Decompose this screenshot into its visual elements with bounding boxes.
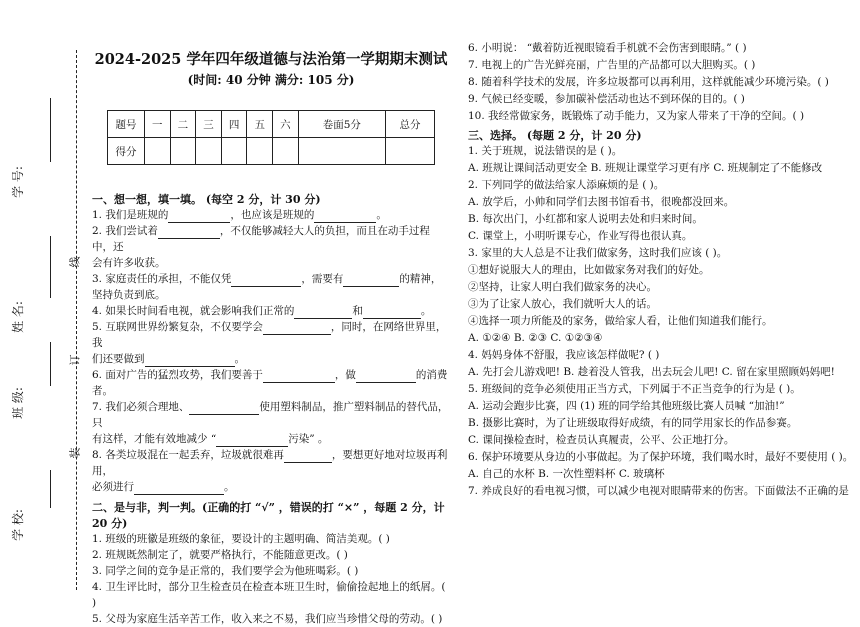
- choice-option: A. 放学后，小帅和同学们去图书馆看书，很晚都没回来。: [468, 196, 735, 208]
- score-cell[interactable]: [145, 138, 171, 165]
- choice-line: 7. 养成良好的看电视习惯，可以减少电视对眼睛带来的伤害。下面做法不正确的是: [468, 485, 849, 497]
- answer-blank[interactable]: [356, 370, 416, 383]
- question-1-5: 5. 互联网世界纷繁复杂，不仅要学会 ，同时，在网络世界里，我: [92, 321, 447, 349]
- judge-question-8: 8. 随着科学技术的发展，许多垃圾都可以再利用，这样就能减少环境污染。( ): [468, 76, 829, 88]
- choice-line: 5. 班级间的竞争必须使用正当方式，下列属于不正当竞争的行为是 ( )。: [468, 383, 801, 395]
- choice-line: 1. 关于班规，说法错误的是 ( )。: [468, 145, 623, 157]
- choice-option: B. 摄影比赛时，为了让班级取得好成绩，有的同学用家长的作品参赛。: [468, 417, 798, 429]
- exam-title: 2024-2025 学年四年级道德与法治第一学期期末测试: [94, 51, 448, 68]
- question-1-8-cont: 必须进行 。: [92, 481, 235, 493]
- section2-heading: 二、是与非，判一判。(正确的打 “√” ，错误的打 “×” ，每题 2 分，计 20 分): [92, 501, 445, 530]
- score-cell[interactable]: [221, 138, 247, 165]
- score-col-total: 总分: [385, 111, 434, 138]
- answer-blank[interactable]: [343, 274, 399, 287]
- binding-dashed-line: [76, 50, 77, 590]
- judge-question-5: 5. 父母为家庭生活辛苦工作，收入来之不易，我们应当珍惜父母的劳动。( ): [92, 613, 443, 625]
- school-blank[interactable]: [50, 470, 51, 508]
- score-col-4: 四: [221, 111, 247, 138]
- choice-line: 2. 下列同学的做法给家人添麻烦的是 ( )。: [468, 179, 665, 191]
- score-cell[interactable]: [247, 138, 273, 165]
- score-col-neatness: 卷面5分: [298, 111, 385, 138]
- judge-question-9: 9. 气候已经变暖，参加碳补偿活动也达不到环保的目的。( ): [468, 93, 745, 105]
- number-blank[interactable]: [50, 98, 51, 162]
- answer-blank[interactable]: [363, 306, 421, 319]
- name-blank[interactable]: [50, 236, 51, 298]
- judge-question-3: 3. 同学之间的竞争是正常的，我们要学会为他班喝彩。( ): [92, 565, 359, 577]
- answer-blank[interactable]: [231, 274, 301, 287]
- name-label: 姓 名:: [10, 301, 25, 333]
- section1-heading: 一、想一想，填一填。 (每空 2 分，计 30 分): [92, 193, 321, 206]
- question-1-1: 1. 我们是班规的 ，也应该是班规的 。: [92, 209, 387, 221]
- answer-blank[interactable]: [284, 450, 332, 463]
- exam-subtitle: (时间: 40 分钟 满分: 105 分): [187, 73, 355, 87]
- answer-blank[interactable]: [189, 402, 259, 415]
- right-column: [468, 40, 854, 500]
- score-value-row: [108, 138, 435, 165]
- choice-statement: ②坚持，让家人明白我们做家务的决心。: [468, 281, 657, 293]
- choice-options: A. 先打会儿游戏吧! B. 趁着没人管我，出去玩会儿吧! C. 留在家里照顾妈妈吧!: [468, 366, 835, 378]
- class-label: 班 级:: [10, 387, 25, 419]
- number-label: 学 号:: [10, 166, 25, 198]
- choice-options: A. 自己的水杯 B. 一次性塑料杯 C. 玻璃杯: [468, 468, 665, 480]
- score-col-1: 一: [145, 111, 171, 138]
- choice-options: A. ①②④ B. ②③ C. ①②③④: [468, 332, 603, 344]
- score-rowhead-score: 得分: [108, 138, 145, 165]
- left-column: [92, 40, 450, 627]
- school-label: 学 校:: [10, 509, 25, 541]
- score-col-3: 三: [196, 111, 222, 138]
- score-cell[interactable]: [385, 138, 434, 165]
- judge-question-6: 6. 小明说： “戴着防近视眼镜看手机就不会伤害到眼睛。” ( ): [468, 42, 747, 54]
- answer-blank[interactable]: [145, 354, 235, 367]
- judge-question-4: 4. 卫生评比时，部分卫生检查员在检查本班卫生时，偷偷捡起地上的纸屑。( ): [92, 581, 446, 609]
- answer-blank[interactable]: [294, 306, 352, 319]
- fold-mark: 订: [68, 354, 82, 366]
- score-rowhead-number: 题号: [108, 111, 145, 138]
- class-blank[interactable]: [50, 342, 51, 386]
- choice-option: B. 每次出门，小红都和家人说明去处和归来时间。: [468, 213, 703, 225]
- choice-line: 4. 妈妈身体不舒服，我应该怎样做呢? ( ): [468, 349, 660, 361]
- choice-line: 6. 保护环境要从身边的小事做起。为了保护环境，我们喝水时，最好不要使用 ( )。: [468, 451, 854, 463]
- question-1-2: 2. 我们尝试着 ，不仅能够减轻大人的负担，而且在动手过程中，还: [92, 225, 430, 253]
- question-1-5-cont: 们还要做到 。: [92, 353, 245, 365]
- question-1-2-cont: 会有许多收获。: [92, 257, 166, 269]
- answer-blank[interactable]: [263, 370, 335, 383]
- choice-option: C. 课堂上，小明听课专心，作业写得也很认真。: [468, 230, 693, 242]
- score-header-row: [108, 111, 435, 138]
- choice-statement: ③为了让家人放心，我们就听大人的话。: [468, 298, 657, 310]
- choice-option: C. 课间操检查时，检查员认真履责，公平、公正地打分。: [468, 434, 735, 446]
- question-1-4: 4. 如果长时间看电视，就会影响我们正常的 和 。: [92, 305, 432, 317]
- judge-question-10: 10. 我经常做家务，既锻炼了动手能力，又为家人带来了干净的空间。( ): [468, 110, 805, 122]
- choice-statement: ①想好说服大人的理由，比如做家务对我们的好处。: [468, 264, 710, 276]
- choice-line: 3. 家里的大人总是不让我们做家务，这时我们应该 ( )。: [468, 247, 728, 259]
- question-1-6: 6. 面对广告的猛烈攻势，我们要善于 ，做 的消费者。: [92, 369, 448, 397]
- score-col-2: 二: [170, 111, 196, 138]
- answer-blank[interactable]: [216, 434, 288, 447]
- judge-question-2: 2. 班规既然制定了，就要严格执行，不能随意更改。( ): [92, 549, 348, 561]
- answer-blank[interactable]: [168, 210, 230, 223]
- judge-question-7: 7. 电视上的广告光鲜亮丽，广告里的产品都可以大胆购买。( ): [468, 59, 756, 71]
- section3-heading: 三、选择。 (每题 2 分，计 20 分): [468, 129, 642, 142]
- seal-mark: 装: [68, 447, 82, 459]
- score-cell[interactable]: [170, 138, 196, 165]
- choice-statement: ④选择一项力所能及的家务，做给家人看，让他们知道我们能行。: [468, 315, 773, 327]
- score-col-5: 五: [247, 111, 273, 138]
- question-1-8: 8. 各类垃圾混在一起丢弃，垃圾就很难再 ，要想更好地对垃圾再利用，: [92, 449, 448, 477]
- answer-blank[interactable]: [314, 210, 376, 223]
- answer-blank[interactable]: [263, 322, 331, 335]
- answer-blank[interactable]: [158, 226, 220, 239]
- judge-question-1: 1. 班级的班徽是班级的象征，要设计的主题明确、简洁美观。( ): [92, 533, 390, 545]
- question-1-7: 7. 我们必须合理地、 使用塑料制品，推广塑料制品的替代品，只: [92, 401, 449, 429]
- question-1-3: 3. 家庭责任的承担，不能仅凭 ，需要有 的精神，: [92, 273, 442, 285]
- line-mark: 线: [68, 256, 82, 268]
- question-1-3-cont: 坚持负责到底。: [92, 289, 166, 301]
- answer-blank[interactable]: [134, 482, 224, 495]
- score-cell[interactable]: [196, 138, 222, 165]
- choice-options: A. 班规让课间活动更安全 B. 班规让课堂学习更有序 C. 班规制定了不能修改: [468, 162, 823, 174]
- score-table: [107, 110, 435, 165]
- question-1-7-cont: 有这样，才能有效地减少 “ 污染” 。: [92, 433, 329, 445]
- score-cell[interactable]: [273, 138, 299, 165]
- choice-option: A. 运动会跑步比赛，四 (1) 班的同学给其他班级比赛人员喊 “加油!”: [468, 400, 785, 412]
- score-col-6: 六: [273, 111, 299, 138]
- binding-margin: [0, 0, 92, 608]
- score-cell[interactable]: [298, 138, 385, 165]
